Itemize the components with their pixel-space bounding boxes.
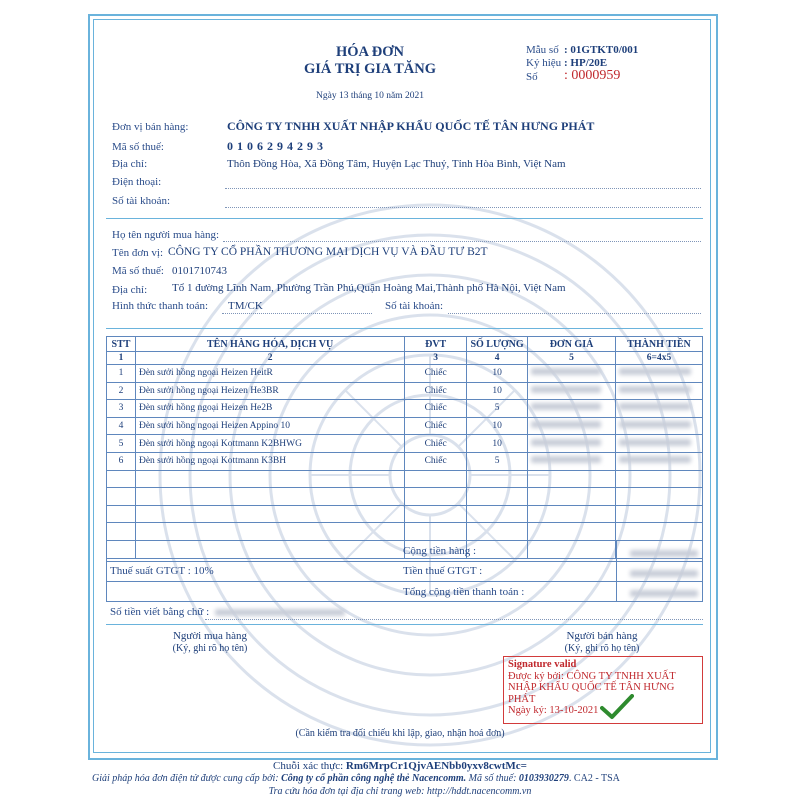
table-header-row [107, 337, 703, 352]
col-number: 4 [467, 352, 528, 365]
row-stt: 2 [107, 382, 136, 400]
row-amount [615, 435, 702, 453]
row-amount [615, 365, 702, 383]
row-stt: 6 [107, 452, 136, 470]
section-divider [106, 328, 703, 329]
form-number-label: Mẫu số [526, 44, 559, 56]
signature-valid-title: Signature valid [508, 659, 577, 670]
buyer-account-label: Số tài khoản: [385, 300, 444, 312]
buyer-unit-label: Tên đơn vị: [112, 247, 164, 259]
col-number: 2 [135, 352, 404, 365]
table-row [107, 452, 703, 470]
provider-suffix: . CA2 - TSA [568, 773, 620, 784]
vat-amount-value [630, 570, 698, 577]
invoice-title-line2: GIÁ TRỊ GIA TĂNG [303, 61, 436, 77]
table-row [107, 382, 703, 400]
seller-address-label: Địa chỉ: [112, 158, 148, 170]
lookup-line[interactable]: Tra cứu hóa đơn tại địa chỉ trang web: http://hddt.nacencomm.vn [268, 786, 532, 797]
invoice-number-label: Số [526, 71, 538, 83]
buyer-address-label: Địa chỉ: [112, 284, 148, 296]
form-number-value: : 01GTKT0/001 [564, 44, 639, 56]
header-unit: ĐVT [405, 337, 467, 352]
row-item-name: Đèn sưởi hồng ngoại Heizen He2B [135, 400, 404, 418]
row-unit-price [528, 365, 616, 383]
symbol-value: : HP/20E [564, 57, 608, 69]
row-quantity: 10 [467, 435, 528, 453]
header-amount: THÀNH TIỀN [615, 337, 702, 352]
buyer-tax-label: Mã số thuế: [112, 265, 164, 277]
row-unit: Chiếc [405, 365, 467, 383]
symbol-label: Ký hiệu [526, 57, 562, 69]
empty-row [107, 470, 703, 488]
row-unit: Chiếc [405, 452, 467, 470]
buyer-signature-note: (Ký, ghi rõ họ tên) [172, 643, 248, 654]
row-item-name: Đèn sưởi hồng ngoại Kottmann K3BH [135, 452, 404, 470]
section-divider [106, 218, 703, 219]
seller-address-value: Thôn Đồng Hòa, Xã Đồng Tâm, Huyện Lạc Thuỷ, Tỉnh Hòa Bình, Việt Nam [227, 158, 566, 170]
subtotal-value [630, 550, 698, 557]
row-stt: 1 [107, 365, 136, 383]
row-stt: 4 [107, 417, 136, 435]
row-item-name: Đèn sưởi hồng ngoại Heizen Appino 10 [135, 417, 404, 435]
subtotal-label: Cộng tiền hàng : [403, 545, 477, 557]
col-number: 6=4x5 [615, 352, 702, 365]
vat-rate-label: Thuế suất GTGT : 10% [110, 565, 214, 577]
col-number: 5 [528, 352, 616, 365]
row-amount [615, 382, 702, 400]
table-row [107, 417, 703, 435]
seller-tax-label: Mã số thuế: [112, 141, 164, 153]
invoice-date: Ngày 13 tháng 10 năm 2021 [316, 91, 424, 101]
amount-in-words-value [215, 609, 345, 616]
row-unit-price [528, 417, 616, 435]
table-row [107, 435, 703, 453]
verification-line [100, 760, 700, 772]
seller-account-label: Số tài khoản: [112, 195, 171, 207]
provider-name: Công ty cổ phần công nghệ thẻ Nacencomm. [281, 773, 467, 784]
header-unit-price: ĐƠN GIÁ [528, 337, 616, 352]
checkmark-icon [600, 694, 634, 720]
section-divider [106, 624, 703, 625]
row-unit: Chiếc [405, 400, 467, 418]
col-number: 3 [405, 352, 467, 365]
row-unit-price [528, 435, 616, 453]
provider-prefix: Giải pháp hóa đơn điện tử được cung cấp bởi: [92, 773, 279, 784]
seller-tax-value: 0 1 0 6 2 9 4 2 9 3 [227, 139, 324, 153]
invoice-title-line1: HÓA ĐƠN [335, 44, 405, 60]
vat-amount-label: Tiền thuế GTGT : [403, 565, 483, 577]
seller-unit-value: CÔNG TY TNHH XUẤT NHẬP KHẨU QUỐC TẾ TÂN HƯNG PHÁT [227, 119, 595, 133]
col-number: 1 [107, 352, 136, 365]
items-table [106, 336, 703, 559]
column-number-row [107, 352, 703, 365]
row-quantity: 5 [467, 452, 528, 470]
grand-total-label: Tổng cộng tiền thanh toán : [403, 586, 525, 598]
grand-total-value [630, 590, 698, 597]
buyer-address-value: Tổ 1 đường Lĩnh Nam, Phường Trần Phú,Quận Hoàng Mai,Thành phố Hà Nội, Việt Nam [172, 282, 566, 294]
header-quantity: SỐ LƯỢNG [467, 337, 528, 352]
row-unit-price [528, 382, 616, 400]
buyer-signature-title: Người mua hàng [172, 630, 248, 642]
row-unit: Chiếc [405, 417, 467, 435]
buyer-unit-value: CÔNG TY CỔ PHẦN THƯƠNG MẠI DỊCH VỤ VÀ ĐẦU TƯ B2T [168, 246, 488, 258]
payment-method-label: Hình thức thanh toán: [112, 300, 209, 312]
invoice-number-value: : 0000959 [564, 68, 621, 83]
table-row [107, 400, 703, 418]
header-item-name: TÊN HÀNG HÓA, DỊCH VỤ [135, 337, 404, 352]
signed-by-text: Được ký bởi: CÔNG TY TNHH XUẤT NHẬP KHẨU QUỐC TẾ TÂN HƯNG PHÁT [508, 670, 676, 705]
provider-line [92, 773, 620, 784]
payment-method-value: TM/CK [228, 300, 263, 312]
row-unit-price [528, 400, 616, 418]
row-stt: 5 [107, 435, 136, 453]
row-amount [615, 400, 702, 418]
verify-label: Chuỗi xác thực: [273, 760, 344, 772]
seller-signature-title: Người bán hàng [566, 630, 638, 642]
row-quantity: 10 [467, 365, 528, 383]
verify-code: Rm6MrpCr1QjvAENbb0yxv8cwtMc= [345, 760, 527, 772]
row-quantity: 10 [467, 382, 528, 400]
seller-unit-label: Đơn vị bán hàng: [112, 121, 189, 133]
amount-in-words-label: Số tiền viết bằng chữ : [110, 606, 210, 618]
row-unit-price [528, 452, 616, 470]
row-unit: Chiếc [405, 382, 467, 400]
empty-row [107, 523, 703, 541]
table-row [107, 365, 703, 383]
sign-date: Ngày ký: 13-10-2021 [508, 705, 599, 716]
buyer-tax-value: 0101710743 [172, 265, 227, 277]
row-amount [615, 417, 702, 435]
provider-tax-label: Mã số thuế: [468, 773, 517, 784]
header-stt: STT [107, 337, 136, 352]
row-item-name: Đèn sưởi hồng ngoại Heizen He3BR [135, 382, 404, 400]
row-unit: Chiếc [405, 435, 467, 453]
row-quantity: 10 [467, 417, 528, 435]
buyer-name-label: Họ tên người mua hàng: [112, 229, 220, 241]
row-quantity: 5 [467, 400, 528, 418]
seller-signature-note: (Ký, ghi rõ họ tên) [564, 643, 640, 654]
empty-row [107, 505, 703, 523]
seller-phone-label: Điện thoại: [112, 176, 162, 188]
provider-tax-value: 0103930279 [518, 773, 569, 784]
row-item-name: Đèn sưởi hồng ngoại Heizen HeitR [135, 365, 404, 383]
row-stt: 3 [107, 400, 136, 418]
check-note: (Cần kiểm tra đối chiếu khi lập, giao, nhận hoá đơn) [295, 728, 505, 739]
empty-row [107, 488, 703, 506]
row-amount [615, 452, 702, 470]
row-item-name: Đèn sưởi hồng ngoại Kottmann K2BHWG [135, 435, 404, 453]
